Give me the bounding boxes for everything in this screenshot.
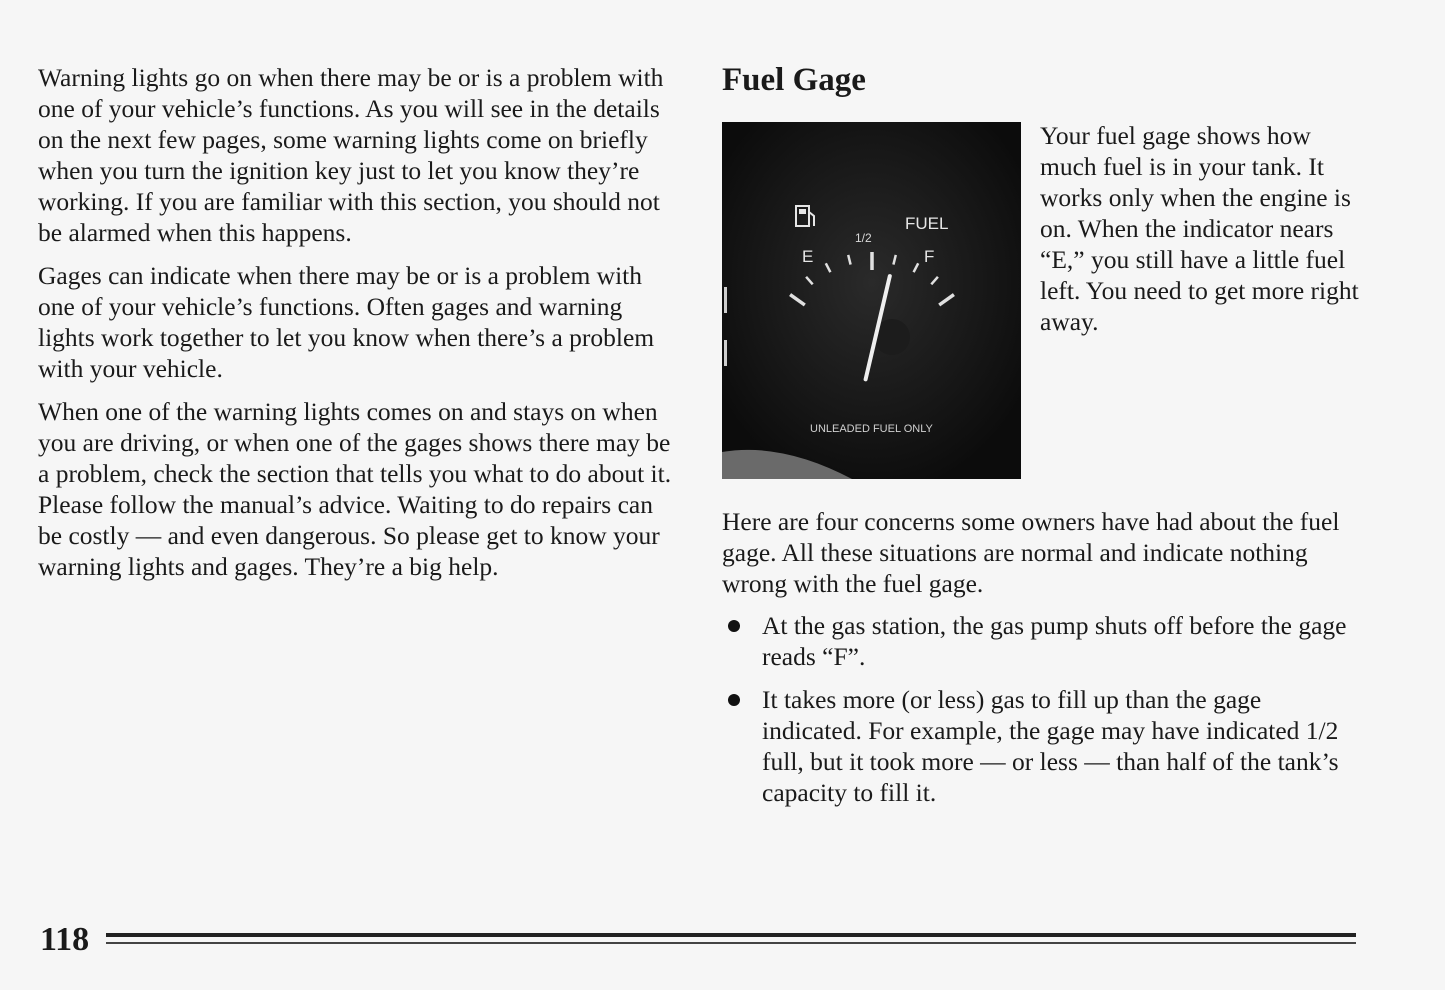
list-item-text: At the gas station, the gas pump shuts off before the gage reads “F”. bbox=[762, 611, 1347, 671]
edge-mark-upper bbox=[724, 287, 727, 313]
bullet-icon bbox=[728, 694, 740, 706]
gauge-empty-label: E bbox=[802, 247, 814, 266]
gauge-fuel-label: FUEL bbox=[905, 214, 949, 233]
footer-rule-thick bbox=[106, 933, 1356, 937]
paragraph-advice: When one of the warning lights comes on and stays on when you are driving, or when one of the gages shows there may be a problem, check the section that tells you what to do about it. Please follow the manual’s advice. Waiting to do repairs can be costly — and even dangerous. So please get to know your warning lights and gages. They’re a big help. bbox=[38, 397, 672, 581]
concerns-intro: Here are four concerns some owners have had about the fuel gage. All these situations are normal and indicate nothing wrong with the fuel gage. bbox=[722, 507, 1340, 598]
list-item bbox=[722, 610, 1352, 672]
right-column bbox=[722, 58, 1362, 807]
gauge-description: Your fuel gage shows how much fuel is in your tank. It works only when the engine is on. When the indicator nears “E,” you still have a little fuel left. You need to get more right away. bbox=[1040, 121, 1359, 336]
footer-rule-thin bbox=[106, 942, 1356, 944]
gauge-bottom-label: UNLEADED FUEL ONLY bbox=[810, 423, 933, 435]
paragraph-warning-lights: Warning lights go on when there may be or is a problem with one of your vehicle’s functions. As you will see in the details on the next few pages, some warning lights come on briefly when you turn the ignition key just to let you know they’re working. If you are familiar with this section, you should not be alarmed when this happens. bbox=[38, 63, 664, 247]
page-number: 118 bbox=[40, 921, 90, 958]
bullet-icon bbox=[728, 620, 740, 632]
left-column bbox=[38, 62, 678, 594]
concerns-list bbox=[722, 610, 1352, 820]
gauge-full-label: F bbox=[924, 247, 935, 266]
fuel-gauge-photo bbox=[722, 122, 1021, 479]
list-item-text: It takes more (or less) gas to fill up than the gage indicated. For example, the gage may have indicated 1/2 full, but it took more — or less — than half of the tank’s capacity to fill it. bbox=[762, 685, 1339, 807]
fuel-gauge-illustration bbox=[722, 122, 1021, 479]
edge-mark-lower bbox=[724, 340, 727, 366]
section-heading: Fuel Gage bbox=[722, 62, 866, 98]
paragraph-gages: Gages can indicate when there may be or is a problem with one of your vehicle’s functions. Often gages and warning lights work together to let you know when there’s a problem with your vehicle. bbox=[38, 261, 655, 383]
gauge-half-label: 1/2 bbox=[855, 231, 872, 245]
list-item bbox=[722, 684, 1352, 808]
